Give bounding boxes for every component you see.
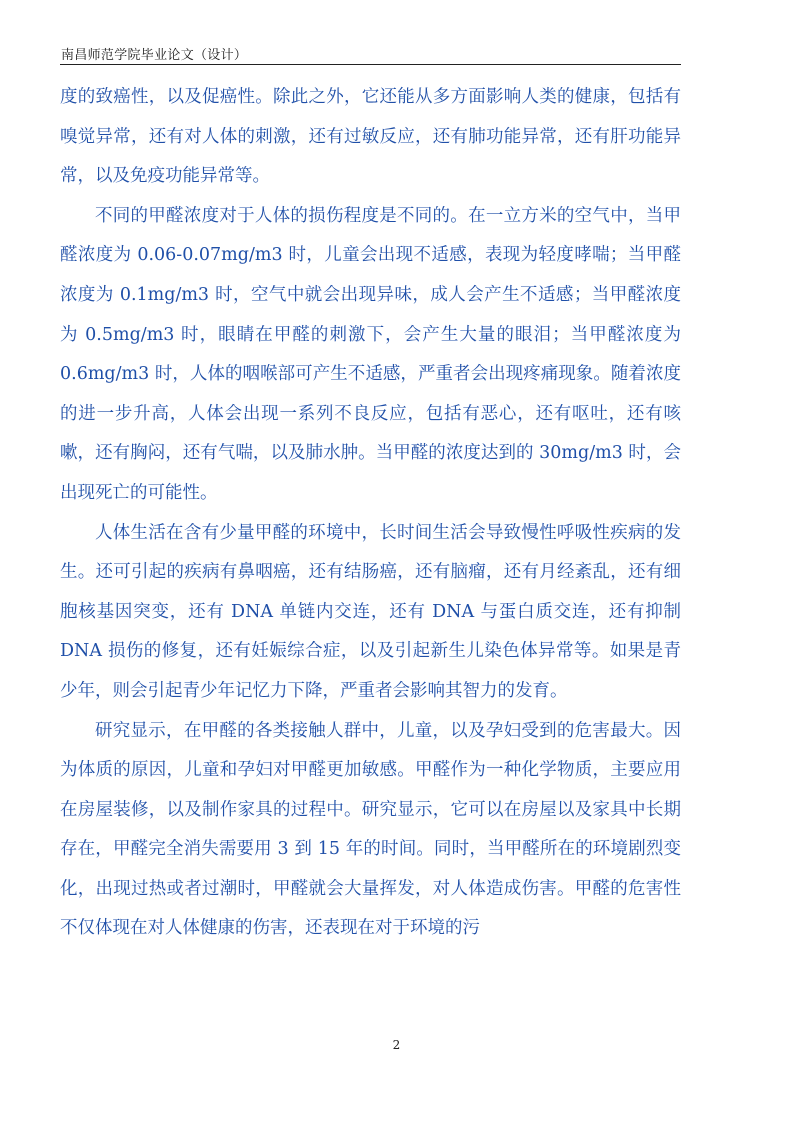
body-text [60, 78, 681, 949]
paragraph-continuation: 度的致癌性，以及促癌性。除此之外，它还能从多方面影响人类的健康，包括有嗅觉异常，还有对人体的刺激，还有过敏反应，还有肺功能异常，还有肝功能异常，以及免疫功能异常等。 [60, 87, 681, 187]
paragraph-chronic-diseases: 人体生活在含有少量甲醛的环境中，长时间生活会导致慢性呼吸性疾病的发生。还可引起的疾病有鼻咽癌，还有结肠癌，还有脑瘤，还有月经紊乱，还有细胞核基因突变，还有 DNA 单链内交连，还有 DNA 与蛋白质交连，还有抑制 DNA 损伤的修复，还有妊娠综合症，以及引起新生儿染色体异常等。如果是青少年，则会引起青少年记忆力下降，严重者会影响其智力的发育。 [60, 522, 681, 701]
running-header: 南昌师范学院毕业论文（设计） [61, 48, 248, 63]
header-divider [60, 64, 681, 65]
paragraph-formaldehyde-concentration: 不同的甲醛浓度对于人体的损伤程度是不同的。在一立方米的空气中，当甲醛浓度为 0.06-0.07mg/m3 时，儿童会出现不适感，表现为轻度哮喘；当甲醛浓度为 0.1mg/m3 时，空气中就会出现异味，成人会产生不适感；当甲醛浓度为 0.5mg/m3 时，眼睛在甲醛的刺激下，会产生大量的眼泪；当甲醛浓度为 0.6mg/m3 时，人体的咽喉部可产生不适感，严重者会出现疼痛现象。随着浓度的进一步升高，人体会出现一系列不良反应，包括有恶心，还有呕吐，还有咳嗽，还有胸闷，还有气喘，以及肺水肿。当甲醛的浓度达到的 30mg/m3 时，会出现死亡的可能性。 [60, 205, 681, 503]
paragraph-vulnerable-groups: 研究显示，在甲醛的各类接触人群中，儿童，以及孕妇受到的危害最大。因为体质的原因，儿童和孕妇对甲醛更加敏感。甲醛作为一种化学物质，主要应用在房屋装修，以及制作家具的过程中。研究显示，它可以在房屋以及家具中长期存在，甲醛完全消失需要用 3 到 15 年的时间。同时，当甲醛所在的环境剧烈变化，出现过热或者过潮时，甲醛就会大量挥发，对人体造成伤害。甲醛的危害性不仅体现在对人体健康的伤害，还表现在对于环境的污 [60, 720, 681, 939]
page-number: 2 [392, 1038, 401, 1052]
